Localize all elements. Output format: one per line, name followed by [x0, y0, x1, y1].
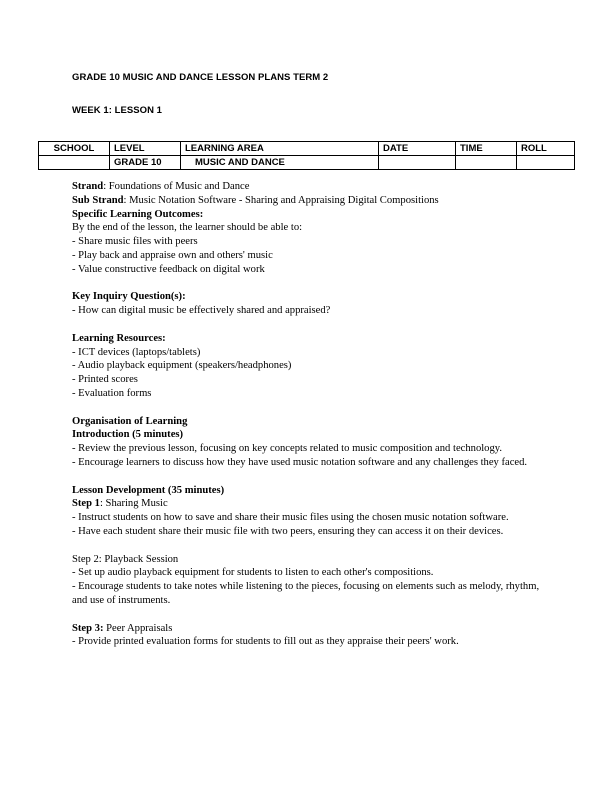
step3-line [72, 622, 542, 636]
step2-title: Step 2: Playback Session [72, 553, 179, 565]
table-header-time: TIME [456, 142, 517, 156]
organisation-heading: Organisation of Learning [72, 415, 188, 427]
list-item: - Instruct students on how to save and share their music files using the chosen music notation software. [72, 512, 509, 524]
step1-line [72, 497, 542, 511]
strand-value: : Foundations of Music and Dance [103, 181, 250, 192]
list-item: - Have each student share their music file with two peers, ensuring they can access it on their devices. [72, 525, 504, 537]
list-item: - Value constructive feedback on digital work [72, 263, 265, 275]
list-item: - Play back and appraise own and others' music [72, 249, 273, 261]
list-item: - Provide printed evaluation forms for students to fill out as they appraise their peers' work. [72, 636, 459, 648]
slo-heading: Specific Learning Outcomes: [72, 208, 204, 220]
table-row [39, 156, 575, 170]
table-header-school: SCHOOL [39, 142, 110, 156]
table-cell-date [379, 156, 456, 170]
list-item: - Review the previous lesson, focusing on key concepts related to music composition and technology. [72, 443, 503, 455]
lesson-info-table [38, 141, 575, 170]
introduction-heading: Introduction (5 minutes) [72, 429, 184, 441]
list-item: - Encourage students to take notes while listening to the pieces, focusing on elements such as melody, rhythm, and use of instruments. [72, 581, 540, 606]
strand-line [72, 180, 542, 194]
sub-strand-value: : Music Notation Software - Sharing and Appraising Digital Compositions [123, 194, 439, 206]
table-cell-school [39, 156, 110, 170]
sub-strand-label: Sub Strand [72, 194, 124, 206]
table-cell-learning-area: MUSIC AND DANCE [181, 156, 379, 170]
table-header-learning-area: LEARNING AREA [181, 142, 379, 156]
resources-heading: Learning Resources: [72, 332, 166, 344]
kiq-heading: Key Inquiry Question(s): [72, 291, 186, 303]
table-cell-level: GRADE 10 [110, 156, 181, 170]
list-item: - Set up audio playback equipment for students to listen to each other's compositions. [72, 567, 434, 579]
list-item: - Printed scores [72, 374, 138, 386]
list-item: - ICT devices (laptops/tablets) [72, 346, 201, 358]
list-item: - Audio playback equipment (speakers/headphones) [72, 360, 292, 372]
step1-title: : Sharing Music [99, 498, 168, 510]
list-item: - Evaluation forms [72, 387, 152, 399]
table-header-row [39, 142, 575, 156]
table-header-date: DATE [379, 142, 456, 156]
table-cell-time [456, 156, 517, 170]
list-item: - How can digital music be effectively shared and appraised? [72, 305, 331, 317]
list-item: - Encourage learners to discuss how they have used music notation software and any challenges they faced. [72, 456, 528, 468]
sub-strand-line [72, 194, 542, 208]
table-header-roll: ROLL [517, 142, 575, 156]
document-title: GRADE 10 MUSIC AND DANCE LESSON PLANS TERM 2 [72, 72, 329, 83]
strand-label: Strand [72, 181, 104, 192]
list-item: - Share music files with peers [72, 236, 198, 248]
lesson-body [72, 180, 542, 649]
step1-label: Step 1 [72, 498, 100, 510]
development-heading: Lesson Development (35 minutes) [72, 484, 225, 496]
week-lesson-heading: WEEK 1: LESSON 1 [72, 105, 163, 116]
table-header-level: LEVEL [110, 142, 181, 156]
slo-intro: By the end of the lesson, the learner should be able to: [72, 222, 303, 234]
step3-label: Step 3: [72, 622, 104, 634]
step3-title: Peer Appraisals [103, 622, 173, 634]
table-cell-roll [517, 156, 575, 170]
